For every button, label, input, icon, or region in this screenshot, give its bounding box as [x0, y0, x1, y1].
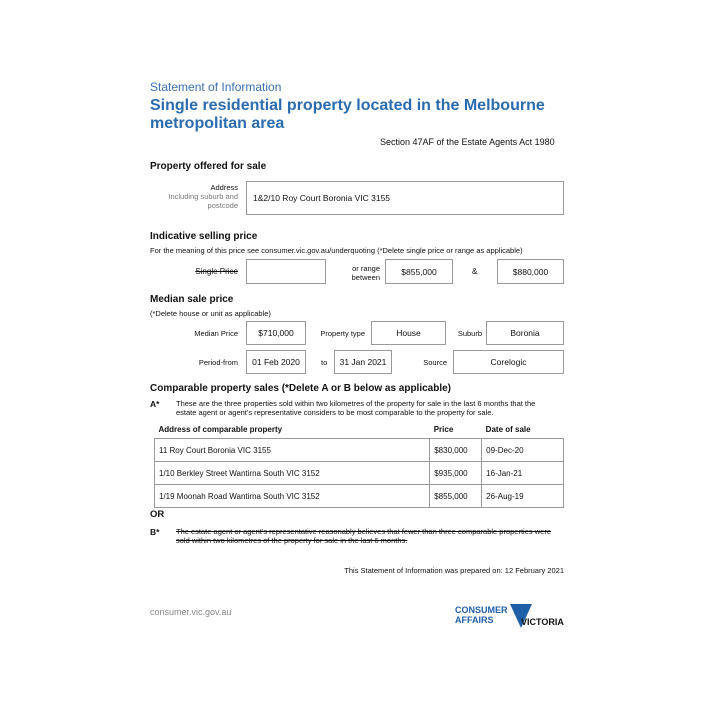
option-b-text-line-2: sold within two kilometres of the property for sale in the last 6 months.	[176, 536, 408, 545]
column-header-date: Date of sale	[485, 424, 531, 434]
table-header-row	[155, 420, 564, 439]
median-price-value: $710,000	[258, 328, 294, 338]
period-to-label: to	[321, 358, 328, 367]
title-line-2: metropolitan area	[150, 115, 285, 132]
logo-state: VICTORIA	[521, 617, 564, 627]
range-label-line-1: or range	[352, 264, 380, 273]
period-from-label: Period-from	[198, 358, 238, 367]
range-high-value: $880,000	[512, 266, 549, 277]
statement-label: Statement of Information	[150, 80, 282, 94]
column-header-price: Price	[433, 424, 454, 434]
comparable-heading: Comparable property sales (*Delete A or B below as applicable)	[150, 383, 452, 394]
comparable-address: 11 Roy Court Boronia VIC 3155	[155, 439, 430, 462]
comparable-address: 1/19 Moonah Road Wantirna South VIC 3152	[155, 485, 430, 508]
address-label-text: Address	[210, 183, 238, 192]
range-ampersand: &	[472, 267, 478, 276]
option-b-text-line-1: The estate agent or agent's representative reasonably believes that fewer than three comparable properties were	[176, 527, 551, 536]
logo-text	[455, 605, 508, 625]
comparable-date: 26-Aug-19	[482, 485, 564, 508]
period-to-field	[334, 350, 392, 374]
suburb-value: Boronia	[510, 328, 540, 338]
comparable-address: 1/10 Berkley Street Wantirna South VIC 3152	[155, 462, 430, 485]
median-heading: Median sale price	[150, 294, 234, 305]
range-low-value: $855,000	[401, 266, 437, 277]
address-value: 1&2/10 Roy Court Boronia VIC 3155	[253, 193, 391, 203]
indicative-note: For the meaning of this price see consumer.vic.gov.au/underquoting (*Delete single price or range as applicable)	[150, 246, 523, 255]
address-sublabel-2: postcode	[207, 201, 238, 210]
indicative-price-heading: Indicative selling price	[150, 231, 258, 242]
source-field	[453, 350, 564, 374]
address-sublabel-1: Including suburb and	[168, 192, 238, 201]
column-header-address: Address of comparable property	[158, 424, 283, 434]
suburb-label: Suburb	[457, 329, 482, 338]
single-price-field	[246, 259, 326, 284]
option-a-text-line-2: estate agent or agent's representative considers to be most comparable to the property for sale.	[176, 408, 494, 417]
property-type-value: House	[396, 328, 421, 338]
section-reference: Section 47AF of the Estate Agents Act 1980	[380, 137, 555, 147]
option-a-marker: A*	[150, 399, 160, 409]
consumer-affairs-logo	[455, 604, 567, 634]
range-label-line-2: between	[351, 273, 380, 282]
title-line-1: Single residential property located in the Melbourne	[150, 97, 545, 114]
option-a-text-line-1: These are the three properties sold within two kilometres of the property for sale in the last 6 months that the	[176, 399, 536, 408]
option-a-text	[176, 399, 535, 417]
single-price-label: Single Price	[195, 267, 238, 276]
table-row	[155, 439, 564, 462]
footer-website: consumer.vic.gov.au	[150, 607, 232, 617]
comparable-price: $830,000	[430, 439, 482, 462]
option-b-marker: B*	[150, 527, 160, 537]
comparable-price: $935,000	[430, 462, 482, 485]
source-label: Source	[423, 358, 447, 367]
period-from-field	[246, 350, 306, 374]
logo-line-1: CONSUMER	[455, 605, 508, 615]
address-field	[246, 181, 564, 215]
comparable-date: 09-Dec-20	[482, 439, 564, 462]
or-separator: OR	[150, 509, 165, 520]
property-type-field	[371, 321, 446, 345]
comparable-sales-table	[154, 420, 564, 508]
comparable-price: $855,000	[430, 485, 482, 508]
address-label	[168, 183, 238, 210]
suburb-field	[486, 321, 564, 345]
page-title	[150, 97, 545, 133]
median-price-label: Median Price	[194, 329, 238, 338]
range-high-field	[497, 259, 564, 284]
logo-line-2: AFFAIRS	[455, 615, 494, 625]
option-b-text	[176, 527, 551, 545]
table-row	[155, 462, 564, 485]
median-note: (*Delete house or unit as applicable)	[150, 309, 271, 318]
property-offered-heading: Property offered for sale	[150, 161, 267, 172]
source-value: Corelogic	[490, 357, 527, 367]
comparable-date: 16-Jan-21	[482, 462, 564, 485]
range-low-field	[385, 259, 453, 284]
property-type-label: Property type	[320, 329, 365, 338]
range-label	[352, 264, 380, 282]
median-price-field	[246, 321, 306, 345]
table-row	[155, 485, 564, 508]
period-from-value: 01 Feb 2020	[252, 357, 300, 367]
period-to-value: 31 Jan 2021	[339, 357, 387, 367]
prepared-date: This Statement of Information was prepared on: 12 February 2021	[344, 566, 564, 575]
